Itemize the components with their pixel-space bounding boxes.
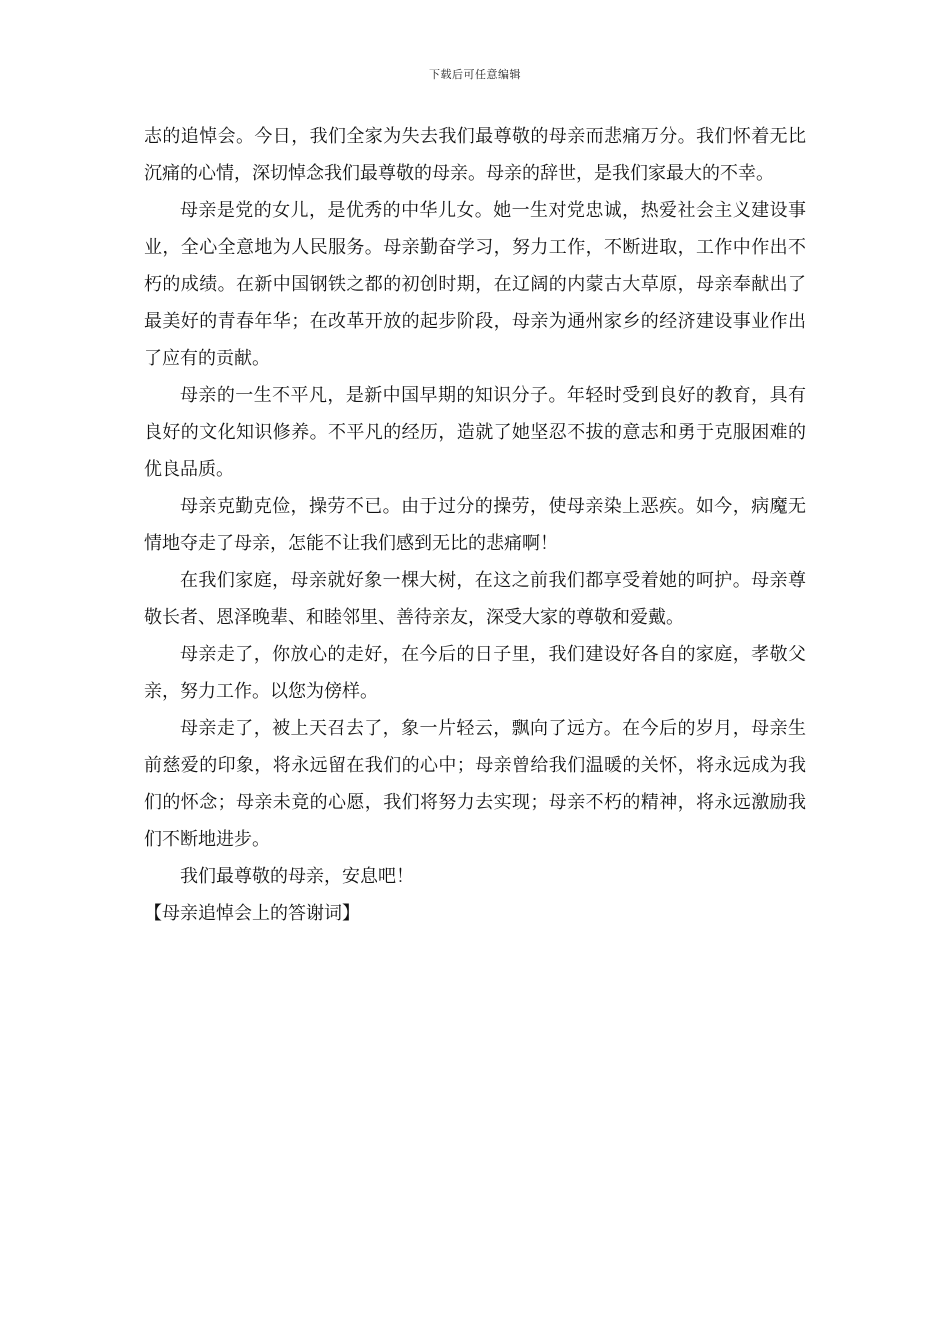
paragraph-8: 我们最尊敬的母亲，安息吧！ [180,866,414,887]
header-note: 下载后可任意编辑 [429,68,521,81]
paragraph-7: 母亲走了，被上天召去了，象一片轻云，飘向了远方。在今后的岁月，母亲生前慈爱的印象，将永远留在我们的心中；母亲曾给我们温暖的关怀，将永远成为我们的怀念；母亲未竟的心愿，我们将努力去实现；母亲不朽的精神，将永远激励我们不断地进步。 [144,718,806,850]
paragraph-1: 志的追悼会。今日，我们全家为失去我们最尊敬的母亲而悲痛万分。我们怀着无比沉痛的心情，深切悼念我们最尊敬的母亲。母亲的辞世，是我们家最大的不幸。 [144,126,806,184]
paragraph-2: 母亲是党的女儿，是优秀的中华儿女。她一生对党忠诚，热爱社会主义建设事业，全心全意地为人民服务。母亲勤奋学习，努力工作，不断进取，工作中作出不朽的成绩。在新中国钢铁之都的初创时期，在辽阔的内蒙古大草原，母亲奉献出了最美好的青春年华；在改革开放的起步阶段，母亲为通州家乡的经济建设事业作出了应有的贡献。 [144,200,806,369]
paragraph-5: 在我们家庭，母亲就好象一棵大树，在这之前我们都享受着她的呵护。母亲尊敬长者、恩泽晚辈、和睦邻里、善待亲友，深受大家的尊敬和爱戴。 [144,570,806,628]
section-title: 【母亲追悼会上的答谢词】 [144,903,360,924]
paragraph-6: 母亲走了，你放心的走好，在今后的日子里，我们建设好各自的家庭，孝敬父亲，努力工作。以您为傍样。 [144,644,806,702]
paragraph-3: 母亲的一生不平凡，是新中国早期的知识分子。年轻时受到良好的教育，具有良好的文化知识修养。不平凡的经历，造就了她坚忍不拔的意志和勇于克服困难的优良品质。 [144,385,806,480]
document-body [144,118,806,932]
paragraph-4: 母亲克勤克俭，操劳不已。由于过分的操劳，使母亲染上恶疾。如今，病魔无情地夺走了母亲，怎能不让我们感到无比的悲痛啊！ [144,496,806,554]
